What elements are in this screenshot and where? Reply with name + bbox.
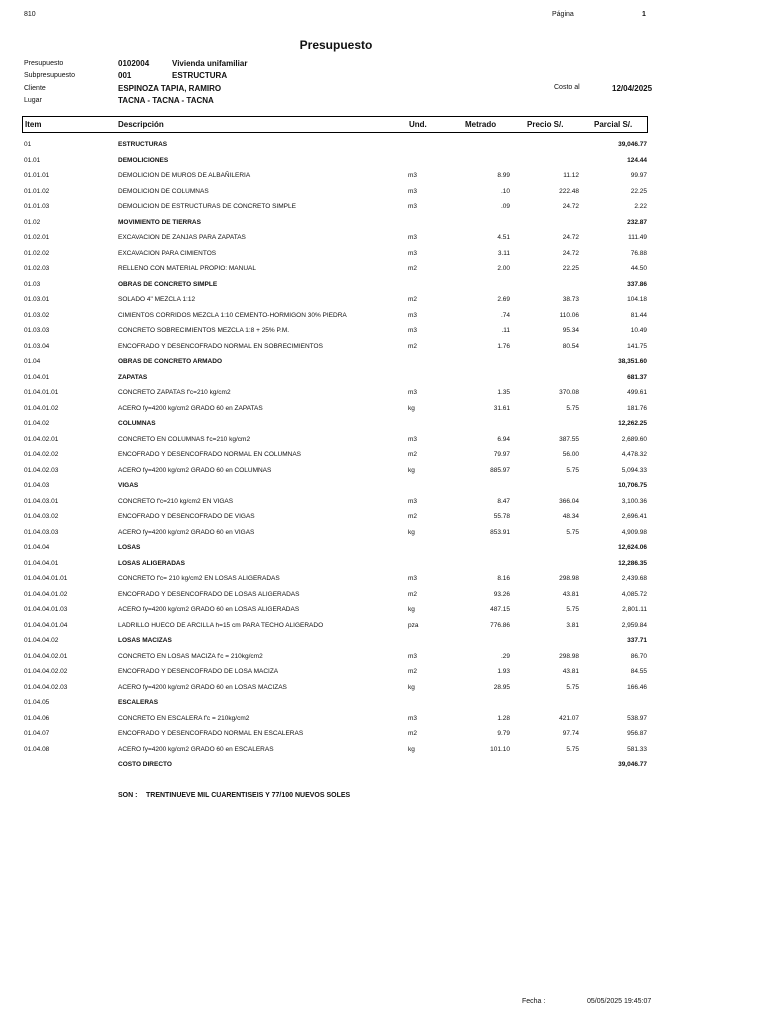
table-row xyxy=(0,185,768,199)
row-item: 01.04.04.02.02 xyxy=(24,668,68,675)
row-precio: 43.81 xyxy=(562,590,579,598)
row-precio: 38.73 xyxy=(562,296,579,303)
row-metrado: 1.76 xyxy=(497,342,510,350)
row-precio: 387.55 xyxy=(559,435,579,443)
table-row xyxy=(0,324,768,338)
row-description: ACERO fy=4200 kg/cm2 GRADO 60 en COLUMNAS xyxy=(118,466,272,474)
row-item: 01.01.03 xyxy=(24,203,50,210)
header-descripcion: Descripción xyxy=(118,120,164,129)
table-row xyxy=(0,448,768,462)
row-item: 01.04.07 xyxy=(24,730,50,737)
row-description: EXCAVACION DE ZANJAS PARA ZAPATAS xyxy=(118,234,246,241)
row-item: 01.04.01.02 xyxy=(24,404,59,412)
row-parcial: 99.97 xyxy=(630,172,647,179)
row-description: LADRILLO HUECO DE ARCILLA h=15 cm PARA TECHO ALIGERADO xyxy=(118,621,324,629)
row-description: EXCAVACION PARA CIMIENTOS xyxy=(118,249,217,257)
row-item: 01.04.02.03 xyxy=(24,466,59,474)
row-unit: kg xyxy=(408,528,415,536)
table-row xyxy=(0,402,768,416)
row-item: 01.04.02.02 xyxy=(24,451,59,458)
row-metrado: 2.69 xyxy=(497,296,510,303)
row-description: OBRAS DE CONCRETO ARMADO xyxy=(118,358,223,365)
row-parcial: 2,696.41 xyxy=(621,513,647,520)
row-parcial: 4,478.32 xyxy=(621,451,647,458)
row-item: 01.04.04 xyxy=(24,544,50,551)
row-precio: 80.54 xyxy=(562,342,579,350)
table-row xyxy=(0,216,768,230)
row-precio: 3.81 xyxy=(566,621,579,629)
table-row xyxy=(0,510,768,524)
row-item: 01.04.04.01 xyxy=(24,559,59,567)
row-item: 01.04.04.02.03 xyxy=(24,683,68,691)
row-parcial: 84.55 xyxy=(630,668,647,675)
row-description: ENCOFRADO Y DESENCOFRADO NORMAL EN COLUMNAS xyxy=(118,451,301,458)
row-description: DEMOLICIONES xyxy=(118,156,169,164)
row-parcial: 12,624.06 xyxy=(618,544,647,551)
header-precio: Precio S/. xyxy=(527,120,564,129)
row-metrado: 8.16 xyxy=(497,575,510,582)
table-row xyxy=(0,262,768,276)
table-row xyxy=(0,557,768,571)
fecha-value: 05/05/2025 19:45:07 xyxy=(587,998,652,1005)
row-parcial: 681.37 xyxy=(627,373,647,381)
row-parcial: 44.50 xyxy=(630,265,647,272)
row-precio: 56.00 xyxy=(562,451,579,458)
row-precio: 5.75 xyxy=(566,606,579,613)
row-parcial: 499.61 xyxy=(627,389,647,396)
subpresupuesto-name: ESTRUCTURA xyxy=(172,71,228,80)
row-precio: 298.98 xyxy=(559,575,579,582)
row-metrado: 2.00 xyxy=(497,265,510,272)
presupuesto-code: 0102004 xyxy=(118,59,150,68)
row-parcial: 5,094.33 xyxy=(621,466,647,474)
table-row xyxy=(0,169,768,183)
row-precio: 5.75 xyxy=(566,528,579,536)
row-description: ENCOFRADO Y DESENCOFRADO DE LOSA MACIZA xyxy=(118,668,279,675)
row-parcial: 12,262.25 xyxy=(618,420,647,427)
page-number: 1 xyxy=(642,11,646,18)
row-metrado: .10 xyxy=(500,187,510,195)
row-precio: 5.75 xyxy=(566,404,579,412)
row-item: 01.01.02 xyxy=(24,187,50,195)
row-parcial: 22.25 xyxy=(630,187,647,195)
row-description: DEMOLICION DE MUROS DE ALBAÑILERIA xyxy=(118,172,251,179)
row-item: 01.04.03 xyxy=(24,482,50,489)
table-row xyxy=(0,417,768,431)
row-description: ESCALERAS xyxy=(118,699,159,706)
row-description: ACERO fy=4200 kg/cm2 GRADO 60 en ESCALERAS xyxy=(118,745,274,753)
row-item: 01.04.04.01.01 xyxy=(24,575,68,582)
presupuesto-name: Vivienda unifamiliar xyxy=(172,59,248,68)
row-parcial: 4,085.72 xyxy=(621,590,647,598)
table-row xyxy=(0,464,768,478)
row-unit: m3 xyxy=(408,652,418,660)
presupuesto-label: Presupuesto xyxy=(24,60,64,67)
row-description: ACERO fy=4200 kg/cm2 GRADO 60 en ZAPATAS xyxy=(118,404,263,412)
row-item: 01.04.08 xyxy=(24,745,50,753)
row-parcial: 3,100.36 xyxy=(621,497,647,505)
row-item: 01.02.01 xyxy=(24,234,50,241)
row-unit: m2 xyxy=(408,668,418,675)
row-item: 01.03.04 xyxy=(24,342,50,350)
row-metrado: .29 xyxy=(500,652,510,660)
row-item: 01.02 xyxy=(24,218,41,226)
table-row xyxy=(0,340,768,354)
row-unit: m3 xyxy=(408,172,418,179)
table-row xyxy=(0,495,768,509)
row-unit: m2 xyxy=(408,265,418,272)
row-precio: 366.04 xyxy=(559,497,579,505)
costo-date: 12/04/2025 xyxy=(612,84,653,93)
row-unit: kg xyxy=(408,745,415,753)
row-parcial: 232.87 xyxy=(627,218,647,226)
cliente-value: ESPINOZA TAPIA, RAMIRO xyxy=(118,84,222,93)
row-item: 01.04.03.02 xyxy=(24,513,59,520)
row-description: SOLADO 4" MEZCLA 1:12 xyxy=(118,296,196,303)
row-unit: m3 xyxy=(408,327,418,334)
row-item: 01.03.03 xyxy=(24,327,50,334)
row-item: 01.04.06 xyxy=(24,714,50,722)
row-description: ENCOFRADO Y DESENCOFRADO DE VIGAS xyxy=(118,513,255,520)
page-label: Página xyxy=(552,11,574,18)
table-header xyxy=(22,116,648,133)
row-parcial: 538.97 xyxy=(627,714,647,722)
row-precio: 95.34 xyxy=(562,327,579,334)
row-precio: 11.12 xyxy=(563,172,579,179)
row-item: 01.02.03 xyxy=(24,265,50,272)
row-item: 01.04.02 xyxy=(24,420,50,427)
table-row xyxy=(0,309,768,323)
row-description: ACERO fy=4200 kg/cm2 GRADO 60 en LOSAS MACIZAS xyxy=(118,683,287,691)
row-unit: m2 xyxy=(408,590,418,598)
row-description: ACERO fy=4200 kg/cm2 GRADO 60 en LOSAS ALIGERADAS xyxy=(118,606,300,613)
row-parcial: 4,909.98 xyxy=(621,528,647,536)
table-row xyxy=(0,541,768,555)
row-precio: 222.48 xyxy=(559,187,579,195)
row-parcial: 2,959.84 xyxy=(621,621,647,629)
subpresupuesto-label: Subpresupuesto xyxy=(24,72,75,79)
table-row xyxy=(0,371,768,385)
table-row xyxy=(0,588,768,602)
row-metrado: 101.10 xyxy=(490,745,510,753)
header-und: Und. xyxy=(409,120,427,129)
table-row xyxy=(0,293,768,307)
table-row xyxy=(0,526,768,540)
row-unit: m3 xyxy=(408,714,418,722)
row-precio: 43.81 xyxy=(562,668,579,675)
row-precio: 24.72 xyxy=(562,203,579,210)
row-unit: m2 xyxy=(408,513,418,520)
fecha-label: Fecha : xyxy=(522,998,546,1005)
table-row xyxy=(0,758,768,772)
row-metrado: 28.95 xyxy=(493,683,510,691)
table-row xyxy=(0,650,768,664)
row-metrado: .11 xyxy=(501,327,510,334)
header-item: Item xyxy=(25,120,42,129)
row-description: CIMIENTOS CORRIDOS MEZCLA 1:10 CEMENTO-HORMIGON 30% PIEDRA xyxy=(118,311,347,319)
row-description: OBRAS DE CONCRETO SIMPLE xyxy=(118,280,218,288)
row-unit: m3 xyxy=(408,389,418,396)
row-description: RELLENO CON MATERIAL PROPIO: MANUAL xyxy=(118,265,256,272)
table-row xyxy=(0,712,768,726)
row-unit: pza xyxy=(408,621,419,629)
table-row xyxy=(0,603,768,617)
row-description: CONCRETO ZAPATAS f'c=210 kg/cm2 xyxy=(118,389,231,396)
row-item: 01.04.03.01 xyxy=(24,497,59,505)
row-item: 01.04.01.01 xyxy=(24,389,59,396)
row-parcial: 337.86 xyxy=(627,280,647,288)
row-precio: 110.06 xyxy=(559,311,579,319)
row-parcial: 956.87 xyxy=(627,730,647,737)
table-row xyxy=(0,200,768,214)
lugar-label: Lugar xyxy=(24,97,42,104)
row-metrado: 55.78 xyxy=(493,513,510,520)
row-precio: 24.72 xyxy=(562,249,579,257)
row-item: 01.03 xyxy=(24,280,41,288)
row-description: DEMOLICION DE ESTRUCTURAS DE CONCRETO SIMPLE xyxy=(118,203,296,210)
table-row xyxy=(0,231,768,245)
row-parcial: 12,286.35 xyxy=(618,559,647,567)
row-description: ENCOFRADO Y DESENCOFRADO DE LOSAS ALIGERADAS xyxy=(118,590,300,598)
row-item: 01.03.01 xyxy=(24,296,50,303)
table-row xyxy=(0,665,768,679)
cliente-label: Cliente xyxy=(24,85,46,92)
table-row xyxy=(0,696,768,710)
row-item: 01.04.04.01.02 xyxy=(24,590,68,598)
row-parcial: 581.33 xyxy=(627,745,647,753)
row-metrado: 9.79 xyxy=(497,730,510,737)
row-parcial: 124.44 xyxy=(627,156,647,164)
row-metrado: 93.26 xyxy=(493,590,510,598)
row-item: 01.04.04.01.03 xyxy=(24,606,68,613)
row-description: LOSAS MACIZAS xyxy=(118,637,172,644)
costo-label: Costo al xyxy=(554,84,580,91)
report-code: 810 xyxy=(24,11,36,18)
row-item: 01.04 xyxy=(24,358,41,365)
row-parcial: 2,439.68 xyxy=(621,575,647,582)
row-parcial: 81.44 xyxy=(630,311,647,319)
row-description: CONCRETO EN COLUMNAS f'c=210 kg/cm2 xyxy=(118,435,251,443)
row-parcial: 38,351.60 xyxy=(618,358,647,365)
row-description: VIGAS xyxy=(118,482,139,489)
table-row xyxy=(0,479,768,493)
son-label: SON : xyxy=(118,792,138,799)
row-unit: m3 xyxy=(408,435,418,443)
row-unit: m3 xyxy=(408,311,418,319)
row-description: CONCRETO SOBRECIMIENTOS MEZCLA 1:8 + 25% P.M. xyxy=(118,327,290,334)
row-metrado: .74 xyxy=(500,311,510,319)
row-precio: 24.72 xyxy=(562,234,579,241)
table-row xyxy=(0,619,768,633)
row-description: COLUMNAS xyxy=(118,420,156,427)
row-precio: 5.75 xyxy=(566,466,579,474)
row-parcial: 181.76 xyxy=(627,404,647,412)
row-unit: m3 xyxy=(408,187,418,195)
row-description: ESTRUCTURAS xyxy=(118,141,168,148)
page-title: Presupuesto xyxy=(299,38,373,52)
row-metrado: 853.91 xyxy=(490,528,510,536)
row-unit: m3 xyxy=(408,203,418,210)
row-metrado: 885.97 xyxy=(490,466,510,474)
row-metrado: 1.35 xyxy=(497,389,510,396)
table-row xyxy=(0,154,768,168)
table-row xyxy=(0,278,768,292)
row-unit: m2 xyxy=(408,342,418,350)
row-item: 01.01.01 xyxy=(24,172,50,179)
table-row xyxy=(0,727,768,741)
row-item: 01.04.04.02.01 xyxy=(24,652,68,660)
row-metrado: 4.51 xyxy=(497,234,510,241)
row-item: 01.03.02 xyxy=(24,311,50,319)
row-description: ENCOFRADO Y DESENCOFRADO NORMAL EN ESCALERAS xyxy=(118,730,304,737)
row-parcial: 39,046.77 xyxy=(618,761,647,768)
row-description: CONCRETO f'c=210 kg/cm2 EN VIGAS xyxy=(118,497,234,505)
row-metrado: 776.86 xyxy=(490,621,510,629)
table-row xyxy=(0,634,768,648)
table-row xyxy=(0,433,768,447)
header-parcial: Parcial S/. xyxy=(594,120,633,129)
row-description: DEMOLICION DE COLUMNAS xyxy=(118,187,209,195)
table-row xyxy=(0,386,768,400)
row-precio: 5.75 xyxy=(566,683,579,691)
row-precio: 5.75 xyxy=(566,745,579,753)
row-description: ACERO fy=4200 kg/cm2 GRADO 60 en VIGAS xyxy=(118,528,255,536)
row-description: CONCRETO EN LOSAS MACIZA f'c = 210kg/cm2 xyxy=(118,652,263,660)
row-item: 01.01 xyxy=(24,156,41,164)
row-description: COSTO DIRECTO xyxy=(118,761,172,768)
table-row xyxy=(0,138,768,152)
row-metrado: 79.97 xyxy=(493,451,510,458)
row-description: CONCRETO f'c= 210 kg/cm2 EN LOSAS ALIGERADAS xyxy=(118,575,280,582)
table-row xyxy=(0,743,768,757)
row-metrado: 31.61 xyxy=(493,404,510,412)
row-unit: m3 xyxy=(408,497,418,505)
row-metrado: 6.94 xyxy=(497,435,510,443)
row-parcial: 39,046.77 xyxy=(618,141,647,148)
row-precio: 97.74 xyxy=(562,730,579,737)
row-unit: m3 xyxy=(408,575,418,582)
header-metrado: Metrado xyxy=(465,120,497,129)
row-item: 01.04.03.03 xyxy=(24,528,59,536)
row-description: ZAPATAS xyxy=(118,373,148,381)
row-unit: kg xyxy=(408,466,415,474)
row-precio: 48.34 xyxy=(562,513,579,520)
row-description: MOVIMIENTO DE TIERRAS xyxy=(118,218,201,226)
row-metrado: 1.93 xyxy=(497,668,510,675)
row-description: LOSAS ALIGERADAS xyxy=(118,559,185,567)
row-metrado: 8.47 xyxy=(497,497,510,505)
row-unit: m2 xyxy=(408,730,418,737)
row-item: 01.04.01 xyxy=(24,373,50,381)
row-parcial: 2,689.60 xyxy=(621,435,647,443)
row-precio: 298.98 xyxy=(559,652,579,660)
row-unit: m2 xyxy=(408,296,418,303)
row-unit: m3 xyxy=(408,249,418,257)
row-unit: kg xyxy=(408,404,415,412)
table-row xyxy=(0,572,768,586)
row-item: 01.04.02.01 xyxy=(24,435,59,443)
row-item: 01.04.05 xyxy=(24,699,50,706)
row-metrado: 8.99 xyxy=(497,172,510,179)
row-metrado: 1.28 xyxy=(497,714,510,722)
row-description: ENCOFRADO Y DESENCOFRADO NORMAL EN SOBRECIMIENTOS xyxy=(118,342,323,350)
row-parcial: 86.70 xyxy=(630,652,647,660)
row-item: 01.02.02 xyxy=(24,249,50,257)
row-description: CONCRETO EN ESCALERA f'c = 210kg/cm2 xyxy=(118,714,250,722)
row-item: 01 xyxy=(24,141,32,148)
row-parcial: 76.88 xyxy=(630,249,647,257)
row-metrado: 3.11 xyxy=(497,249,510,257)
row-precio: 370.08 xyxy=(559,389,579,396)
row-parcial: 2,801.11 xyxy=(622,606,647,613)
row-parcial: 10.49 xyxy=(630,327,647,334)
row-item: 01.04.04.01.04 xyxy=(24,621,68,629)
row-parcial: 104.18 xyxy=(627,296,647,303)
row-metrado: 487.15 xyxy=(490,606,510,613)
son-text: TRENTINUEVE MIL CUARENTISEIS Y 77/100 NUEVOS SOLES xyxy=(146,792,351,799)
row-parcial: 166.46 xyxy=(627,683,647,691)
table-row xyxy=(0,247,768,261)
row-unit: kg xyxy=(408,683,415,691)
row-unit: m2 xyxy=(408,451,418,458)
row-description: LOSAS xyxy=(118,544,141,551)
row-unit: m3 xyxy=(408,234,418,241)
row-unit: kg xyxy=(408,606,415,613)
table-row xyxy=(0,355,768,369)
row-parcial: 337.71 xyxy=(627,637,647,644)
row-parcial: 141.75 xyxy=(627,342,647,350)
row-parcial: 10,706.75 xyxy=(618,482,647,489)
subpresupuesto-code: 001 xyxy=(118,71,132,80)
row-precio: 421.07 xyxy=(559,714,579,722)
row-item: 01.04.04.02 xyxy=(24,637,59,644)
table-row xyxy=(0,681,768,695)
row-parcial: 111.49 xyxy=(628,234,647,241)
row-parcial: 2.22 xyxy=(634,203,647,210)
row-precio: 22.25 xyxy=(562,265,579,272)
lugar-value: TACNA - TACNA - TACNA xyxy=(118,96,214,105)
row-metrado: .09 xyxy=(500,203,510,210)
